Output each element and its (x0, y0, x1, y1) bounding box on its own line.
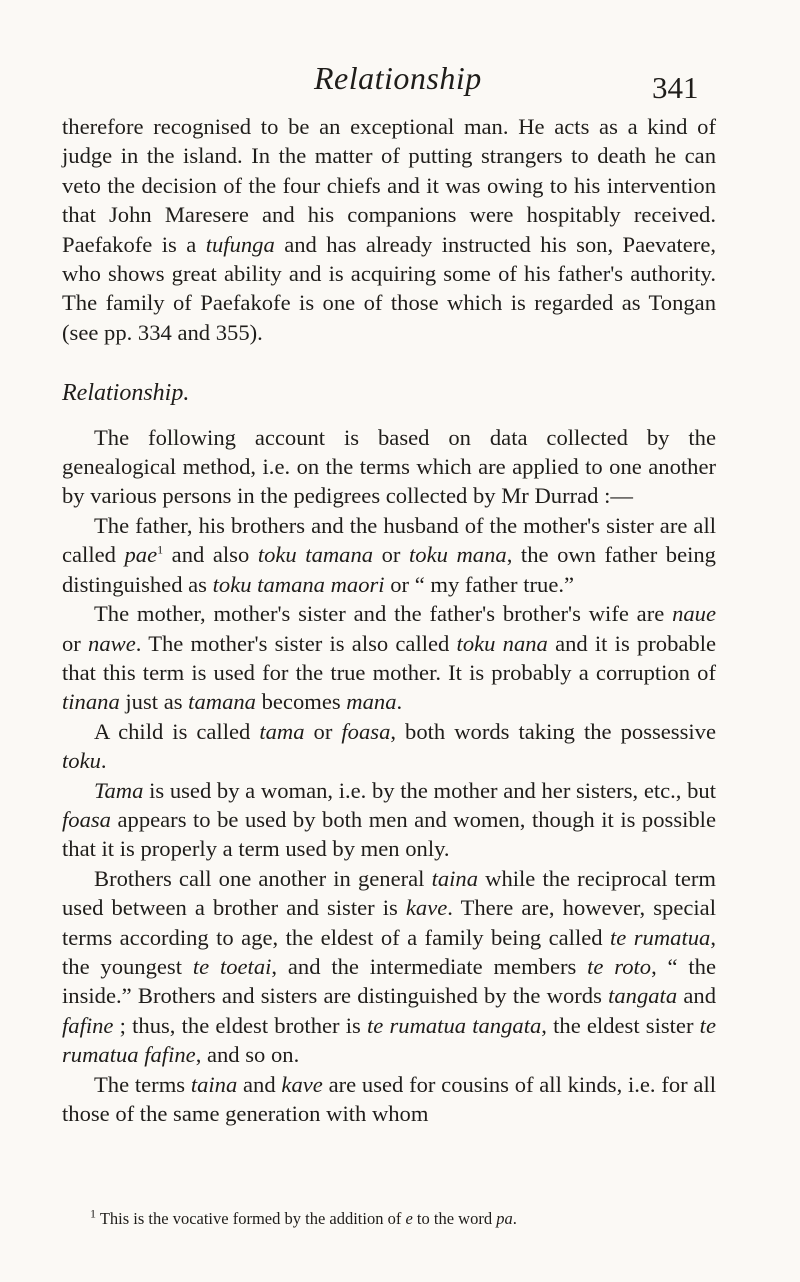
paragraph-continuation (62, 112, 716, 347)
text-run: . (512, 1209, 517, 1228)
text-run: . The mother's sister is also called (135, 630, 457, 656)
italic-term: tangata (608, 983, 678, 1009)
italic-term: foasa (341, 718, 391, 744)
text-run: , the own father being distinguished as (62, 542, 716, 597)
text-run: are used for cousins of all kinds, i.e. for all those of the same generation with whom (62, 1071, 716, 1126)
italic-term: te rumatua (610, 924, 711, 950)
section-heading: Relationship. (62, 380, 190, 407)
body-text (62, 112, 716, 1128)
italic-term: toku mana (409, 542, 507, 568)
text-run: The terms (94, 1071, 191, 1097)
text-run: or (373, 542, 410, 568)
text-run: The mother, mother's sister and the father's brother's wife are (94, 601, 673, 627)
text-run: and has already instructed his son, Paevatere, who shows great ability and is acquiring some of his father's authority. The family of Paefakofe is one of those which is regarded as Tongan (see pp. 334 and 355). (62, 231, 716, 345)
italic-term: te rumatua tangata (366, 1012, 542, 1038)
running-title: Relationship (314, 60, 482, 96)
text-run: Brothers call one another in general (94, 865, 432, 891)
paragraph (62, 511, 716, 599)
paragraph (62, 1070, 716, 1129)
italic-term: tama (259, 718, 305, 744)
text-run: and also (163, 542, 258, 568)
page-header (0, 60, 800, 105)
text-run: or (62, 630, 89, 656)
italic-term: mana (346, 689, 397, 715)
text-run: and (237, 1071, 282, 1097)
text-run: , and the intermediate members (271, 953, 588, 979)
page-number: 341 (652, 70, 699, 105)
italic-term: tamana (188, 689, 256, 715)
italic-term: e (405, 1209, 413, 1228)
italic-term: kave (281, 1071, 323, 1097)
text-run: . (100, 748, 107, 774)
text-run: becomes (255, 689, 347, 715)
italic-term: pae (124, 542, 158, 568)
text-run: , “ the inside.” Brothers and sisters are distinguished by the words (62, 953, 716, 1009)
italic-term: toku nana (456, 630, 548, 656)
text-run: and (677, 983, 716, 1009)
text-run: , the youngest (62, 924, 716, 979)
text-run: . (396, 689, 403, 715)
italic-term: naue (672, 601, 716, 627)
italic-term: taina (431, 865, 479, 891)
text-run: . There are, however, special terms according to age, the eldest of a family being called (62, 895, 716, 950)
text-run: or “ my father true.” (384, 571, 575, 597)
text-run: , and so on. (195, 1042, 300, 1068)
paragraph: The following account is based on data collected by the genealogical method, i.e. on the terms which are applied to one another by various persons in the pedigrees collected by Mr Durrad :— (62, 424, 716, 509)
italic-term: toku tamana maori (212, 571, 385, 597)
text-run: therefore recognised to be an exceptional man. He acts as a kind of judge in the island. In the matter of putting strangers to death he can veto the decision of the four chiefs and it was owing to his intervention that John Maresere and his companions were hospitably received. Paefakofe is a (62, 114, 716, 257)
italic-term: te toetai (192, 953, 272, 979)
italic-term: Tama (94, 777, 144, 803)
footnote-marker: 1 (157, 542, 164, 557)
italic-term: toku (62, 748, 101, 774)
paragraph (62, 776, 716, 864)
italic-term: nawe (88, 630, 136, 656)
text-run: This is the vocative formed by the addition of (96, 1209, 406, 1228)
italic-term: taina (190, 1071, 238, 1097)
footnote-marker: 1 (90, 1206, 96, 1221)
italic-term: foasa (62, 806, 111, 832)
text-run: while the reciprocal term used between a brother and sister is (62, 865, 716, 921)
text-run: or (304, 718, 342, 744)
text-run: just as (119, 689, 189, 715)
text-run: , both words taking the possessive (390, 718, 716, 744)
italic-term: fafine (62, 1012, 114, 1038)
paragraph (62, 864, 716, 1070)
text-run: is used by a woman, i.e. by the mother and her sisters, etc., but (143, 777, 716, 803)
text-run: and it is probable that this term is used for the true mother. It is probably a corruption of (62, 630, 716, 685)
italic-term: te roto (587, 953, 652, 979)
italic-term: tinana (62, 689, 120, 715)
text-run: , the eldest sister (541, 1012, 700, 1038)
text-run: ; thus, the eldest brother is (113, 1012, 367, 1038)
italic-term: tufunga (205, 231, 275, 257)
paragraph (62, 717, 716, 776)
italic-term: toku tamana (257, 542, 374, 568)
italic-term: kave (405, 895, 448, 921)
text-run: The father, his brothers and the husband of the mother's sister are all called (62, 512, 716, 568)
text-run: A child is called (94, 718, 260, 744)
italic-term: pa (496, 1209, 513, 1228)
paragraph (62, 599, 716, 717)
text-run: to the word (412, 1209, 497, 1228)
italic-term: te rumatua fafine (62, 1012, 716, 1068)
text-run: appears to be used by both men and women, though it is possible that it is properly a term used by men only. (62, 806, 716, 862)
footnote (90, 1208, 730, 1230)
